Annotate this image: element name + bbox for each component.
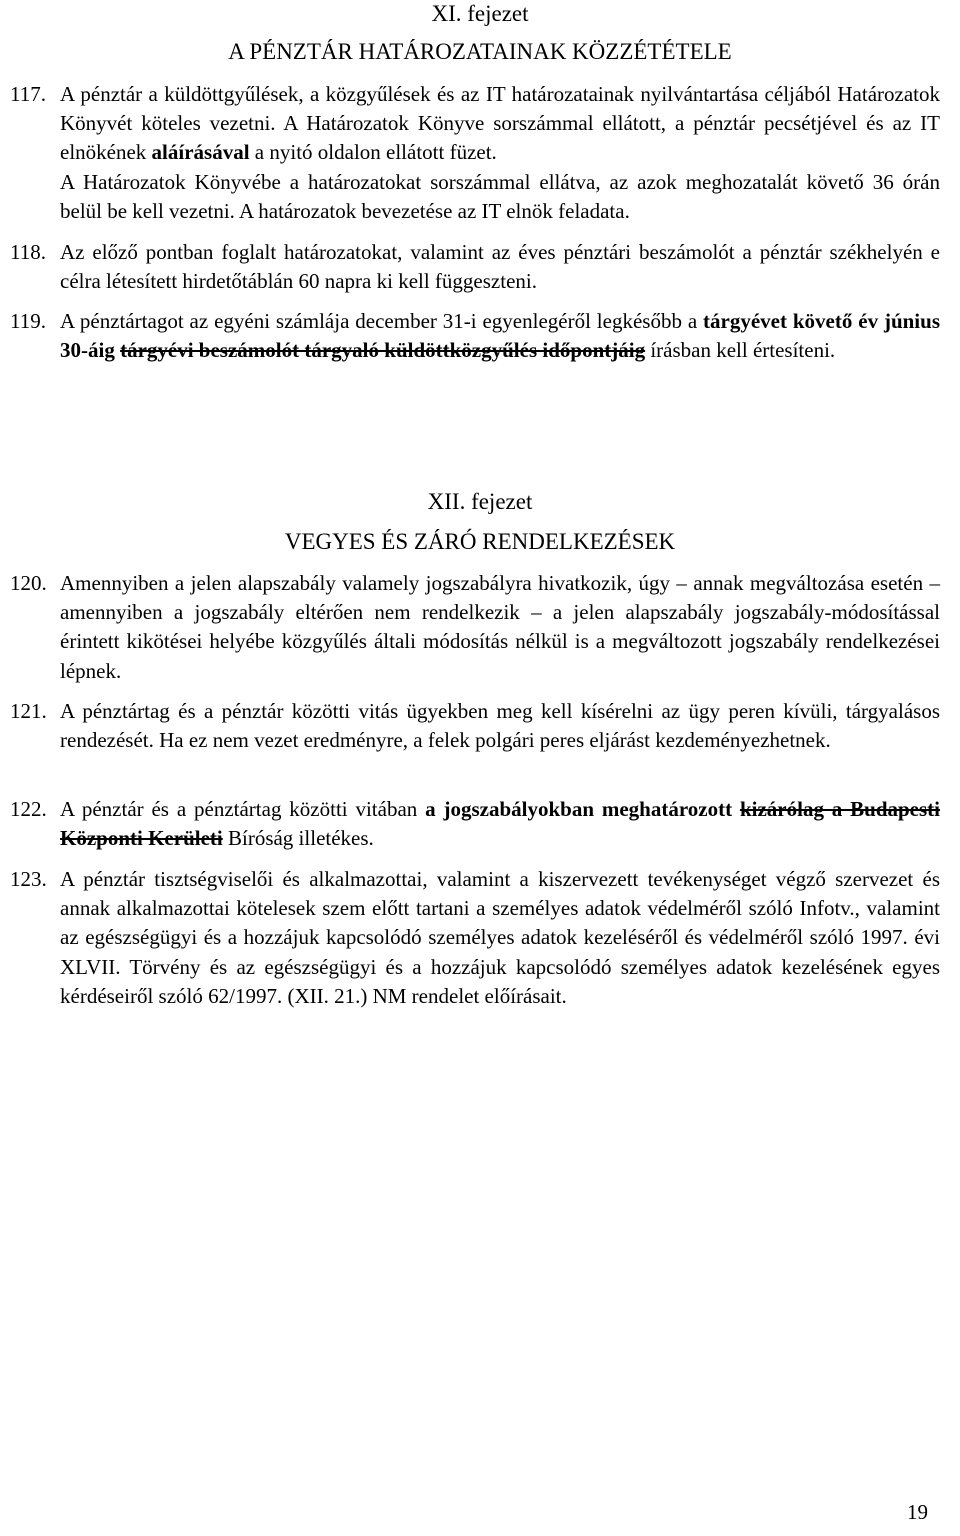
paragraph-body: A pénztártag és a pénztár közötti vitás ügyekben meg kell kísérelni az ügy peren kívüli, tárgyalásos rendezését. Ha ez nem vezet eredményre, a felek polgári peres eljárást kezdeményezhetnek. (60, 699, 940, 753)
paragraph-121 (10, 697, 940, 755)
text-run: A pénztár és a pénztártag közötti vitában (60, 797, 426, 821)
chapter-12-title: XII. fejezet (427, 489, 533, 514)
paragraph-body (60, 795, 940, 853)
paragraph-number: 117. (10, 82, 46, 106)
chapter-12-subtitle: VEGYES ÉS ZÁRÓ RENDELKEZÉSEK (284, 529, 676, 554)
struck-text: tárgyévi beszámolót tárgyaló küldöttközgyűlés időpontjáig (120, 338, 646, 363)
text-run: A pénztár a küldöttgyűlések, a közgyűlések és az IT határozatainak nyilvántartása céljából Határozatok Könyvét köteles vezetni. A Határozatok Könyve sorszámmal ellátott, a pénztár pecsétjével és az IT elnökének (60, 82, 940, 165)
chapter-11-subtitle: A PÉNZTÁR HATÁROZATAINAK KÖZZÉTÉTELE (228, 39, 732, 64)
text-run: a nyitó oldalon ellátott füzet. (249, 140, 497, 165)
paragraph-122 (10, 795, 940, 853)
paragraph-number: 121. (10, 699, 47, 723)
paragraph-number: 123. (10, 867, 47, 891)
paragraph-117 (10, 80, 940, 226)
paragraph-body (60, 80, 940, 168)
paragraph-number: 118. (10, 240, 46, 264)
paragraph-number: 120. (10, 571, 47, 595)
paragraph-body-continued: A Határozatok Könyvébe a határozatokat sorszámmal ellátva, az azok meghozatalát követő 36 órán belül be kell vezetni. A határozatok bevezetése az IT elnök feladata. (60, 169, 940, 223)
bold-text: tárgyévet követő év június 30-áig (60, 309, 940, 363)
text-run (732, 797, 740, 821)
paragraph-120 (10, 569, 940, 686)
bold-text: aláírásával (151, 140, 250, 165)
paragraph-body: Az előző pontban foglalt határozatokat, valamint az éves pénztári beszámolót a pénztár székhelyén e célra létesített hirdetőtáblán 60 napra ki kell függeszteni. (60, 240, 940, 294)
paragraph-body (60, 307, 940, 365)
struck-text: kizárólag a Budapesti Központi Kerületi (60, 797, 941, 851)
text-run: A pénztártagot az egyéni számlája december 31-i egyenlegéről legkésőbb a (60, 309, 704, 333)
bold-text: a jogszabályokban meghatározott (425, 797, 733, 821)
chapter-11-title: XI. fejezet (431, 1, 529, 26)
text-run: írásban kell értesíteni. (645, 338, 836, 363)
paragraph-body: Amennyiben a jelen alapszabály valamely jogszabályra hivatkozik, úgy – annak megváltozása esetén – amennyiben a jogszabály eltérően nem rendelkezik – a jelen alapszabály jogszabály-módosítással érintett kikötései helyébe közgyűlés általi módosítás nélkül is a megváltozott jogszabály rendelkezései lépnek. (60, 571, 940, 683)
paragraph-119 (10, 307, 940, 365)
text-run: Bíróság illetékes. (222, 826, 374, 851)
page-number: 19 (907, 1500, 928, 1524)
paragraph-number: 122. (10, 797, 47, 821)
paragraph-118 (10, 238, 940, 296)
paragraph-number: 119. (10, 309, 46, 333)
paragraph-body: A pénztár tisztségviselői és alkalmazottai, valamint a kiszervezett tevékenységet végző szervezet és annak alkalmazottai kötelesek szem előtt tartani a személyes adatok védelméről szóló Infotv., valamint az egészségügyi és a hozzájuk kapcsolódó személyes adatok kezeléséről és védelméről szóló 1997. évi XLVII. Törvény és az egészségügyi és a hozzájuk kapcsolódó személyes adatok kezelésének egyes kérdéseiről szóló 62/1997. (XII. 21.) NM rendelet előírásait. (60, 867, 940, 1008)
paragraph-123 (10, 865, 940, 1011)
